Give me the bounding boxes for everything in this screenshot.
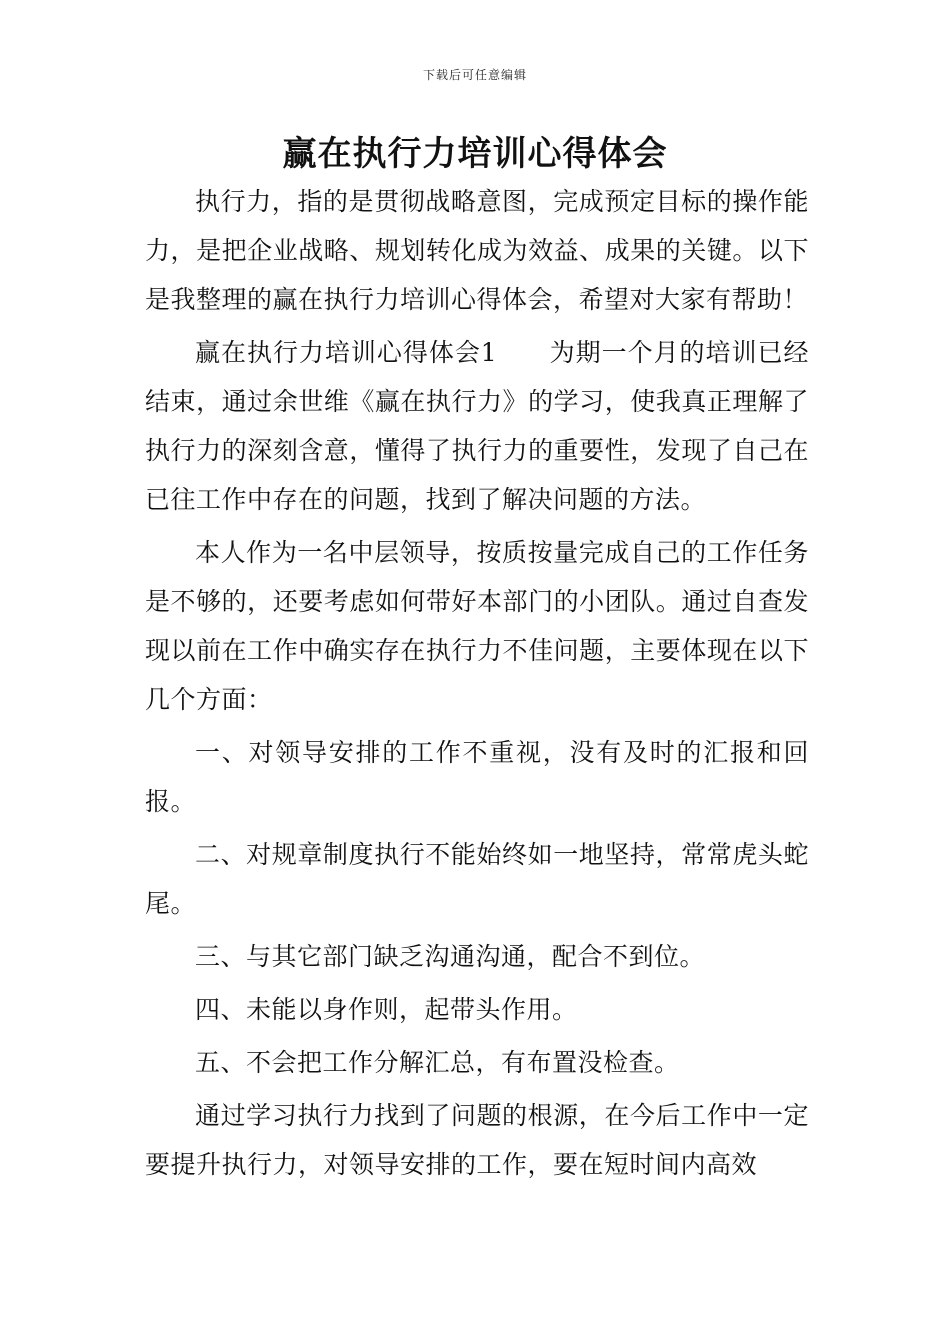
paragraph-self-review: 本人作为一名中层领导，按质按量完成自己的工作任务是不够的，还要考虑如何带好本部门的小团队。通过自查发现以前在工作中确实存在执行力不佳问题，主要体现在以下几个方面： xyxy=(145,538,809,714)
document-body xyxy=(145,177,809,1193)
paragraph-section-1: 赢在执行力培训心得体会1 为期一个月的培训已经结束，通过余世维《赢在执行力》的学习，使我真正理解了执行力的深刻含意，懂得了执行力的重要性，发现了自己在已往工作中存在的问题，找到了解决问题的方法。 xyxy=(145,338,809,514)
paragraph-intro: 执行力，指的是贯彻战略意图，完成预定目标的操作能力，是把企业战略、规划转化成为效益、成果的关键。以下是我整理的赢在执行力培训心得体会，希望对大家有帮助！ xyxy=(145,187,809,314)
paragraph-conclusion: 通过学习执行力找到了问题的根源，在今后工作中一定要提升执行力，对领导安排的工作，要在短时间内高效 xyxy=(145,1101,809,1179)
header-note: 下载后可任意编辑 xyxy=(422,68,527,82)
list-item-5: 五、不会把工作分解汇总，有布置没检查。 xyxy=(195,1048,680,1077)
list-item-3: 三、与其它部门缺乏沟通沟通，配合不到位。 xyxy=(195,942,706,971)
list-item-4: 四、未能以身作则，起带头作用。 xyxy=(195,995,578,1024)
list-item-1: 一、对领导安排的工作不重视，没有及时的汇报和回报。 xyxy=(145,738,809,816)
list-item-2: 二、对规章制度执行不能始终如一地坚持，常常虎头蛇尾。 xyxy=(145,840,809,918)
document-title: 赢在执行力培训心得体会 xyxy=(282,134,668,174)
